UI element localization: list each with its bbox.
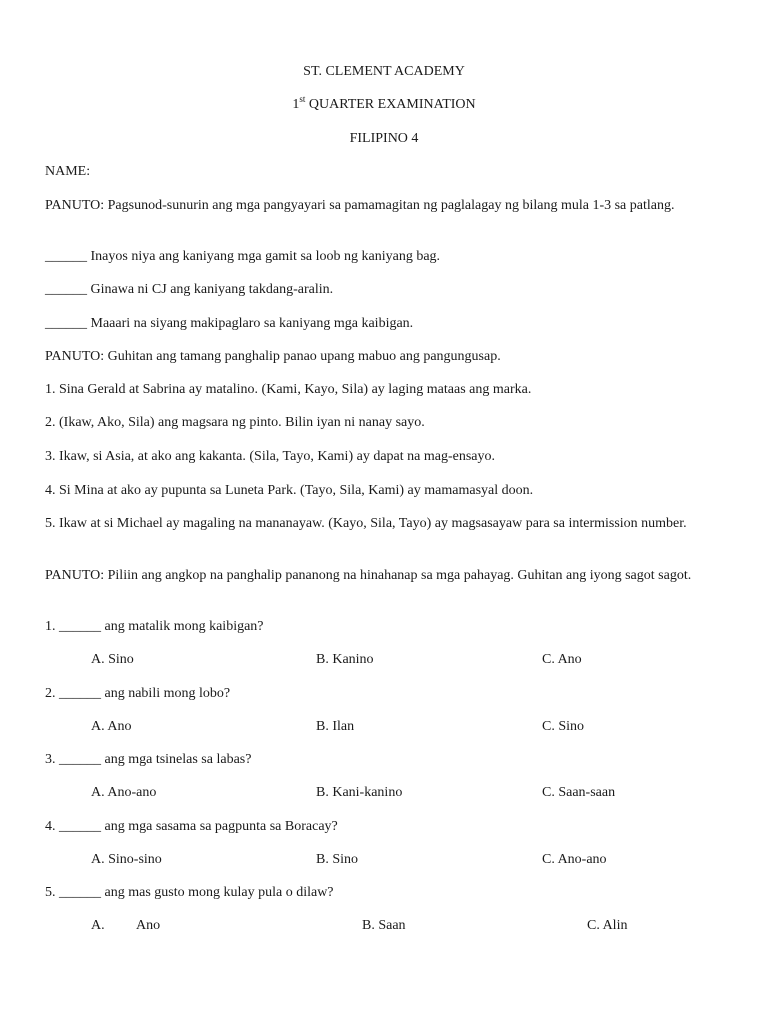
part2-instruction: PANUTO: Guhitan ang tamang panghalip panao upang mabuo ang pangungusap. xyxy=(45,349,501,364)
question-text: 2. ______ ang nabili mong lobo? xyxy=(45,686,231,701)
option-a-letter: A. xyxy=(91,918,105,933)
part2-item: 4. Si Mina at ako ay pupunta sa Luneta Park. (Tayo, Sila, Kami) ay mamamasyal doon. xyxy=(45,483,534,498)
part2-item: 3. Ikaw, si Asia, at ako ang kakanta. (Sila, Tayo, Kami) ay dapat na mag-ensayo. xyxy=(45,449,495,464)
option-c: C. Saan-saan xyxy=(542,785,616,800)
part1-item: ______ Ginawa ni CJ ang kaniyang takdang-aralin. xyxy=(45,282,334,297)
option-a: A. Ano-ano xyxy=(91,785,157,800)
option-b: B. Kani-kanino xyxy=(316,785,403,800)
option-c: C. Ano xyxy=(542,652,582,667)
part1-instruction: PANUTO: Pagsunod-sunurin ang mga pangyayari sa pamamagitan ng paglalagay ng bilang mula 1-3 sa patlang. xyxy=(45,198,675,213)
part2-item: 2. (Ikaw, Ako, Sila) ang magsara ng pinto. Bilin iyan ni nanay sayo. xyxy=(45,415,425,430)
part2-item: 1. Sina Gerald at Sabrina ay matalino. (Kami, Kayo, Sila) ay laging mataas ang marka. xyxy=(45,382,532,397)
exam-title-rest: QUARTER EXAMINATION xyxy=(305,97,476,112)
option-a-word: Ano xyxy=(136,918,161,933)
option-b: B. Ilan xyxy=(316,719,355,734)
option-a: A. Sino xyxy=(91,652,134,667)
question-text: 5. ______ ang mas gusto mong kulay pula o dilaw? xyxy=(45,885,334,900)
question-text: 1. ______ ang matalik mong kaibigan? xyxy=(45,619,264,634)
option-b: B. Sino xyxy=(316,852,359,867)
option-b: B. Saan xyxy=(362,918,406,933)
option-c: C. Alin xyxy=(587,918,628,933)
school-name: ST. CLEMENT ACADEMY xyxy=(303,64,465,79)
exam-title xyxy=(0,96,768,113)
question-text: 3. ______ ang mga tsinelas sa labas? xyxy=(45,752,252,767)
part1-item: ______ Maaari na siyang makipaglaro sa kaniyang mga kaibigan. xyxy=(45,316,414,331)
subject-title: FILIPINO 4 xyxy=(349,131,419,146)
part1-item: ______ Inayos niya ang kaniyang mga gamit sa loob ng kaniyang bag. xyxy=(45,249,441,264)
option-a: A. Sino-sino xyxy=(91,852,162,867)
option-a: A. Ano xyxy=(91,719,132,734)
option-b: B. Kanino xyxy=(316,652,374,667)
part3-instruction: PANUTO: Piliin ang angkop na panghalip pananong na hinahanap sa mga pahayag. Guhitan ang iyong sagot sagot. xyxy=(45,568,692,583)
exam-number: 1 xyxy=(292,97,300,112)
question-text: 4. ______ ang mga sasama sa pagpunta sa Boracay? xyxy=(45,819,338,834)
name-label: NAME: xyxy=(45,164,91,179)
option-c: C. Ano-ano xyxy=(542,852,607,867)
part2-item: 5. Ikaw at si Michael ay magaling na mananayaw. (Kayo, Sila, Tayo) ay magsasayaw para sa intermission number. xyxy=(45,516,687,531)
exam-number-suffix: st xyxy=(299,94,306,104)
option-c: C. Sino xyxy=(542,719,585,734)
